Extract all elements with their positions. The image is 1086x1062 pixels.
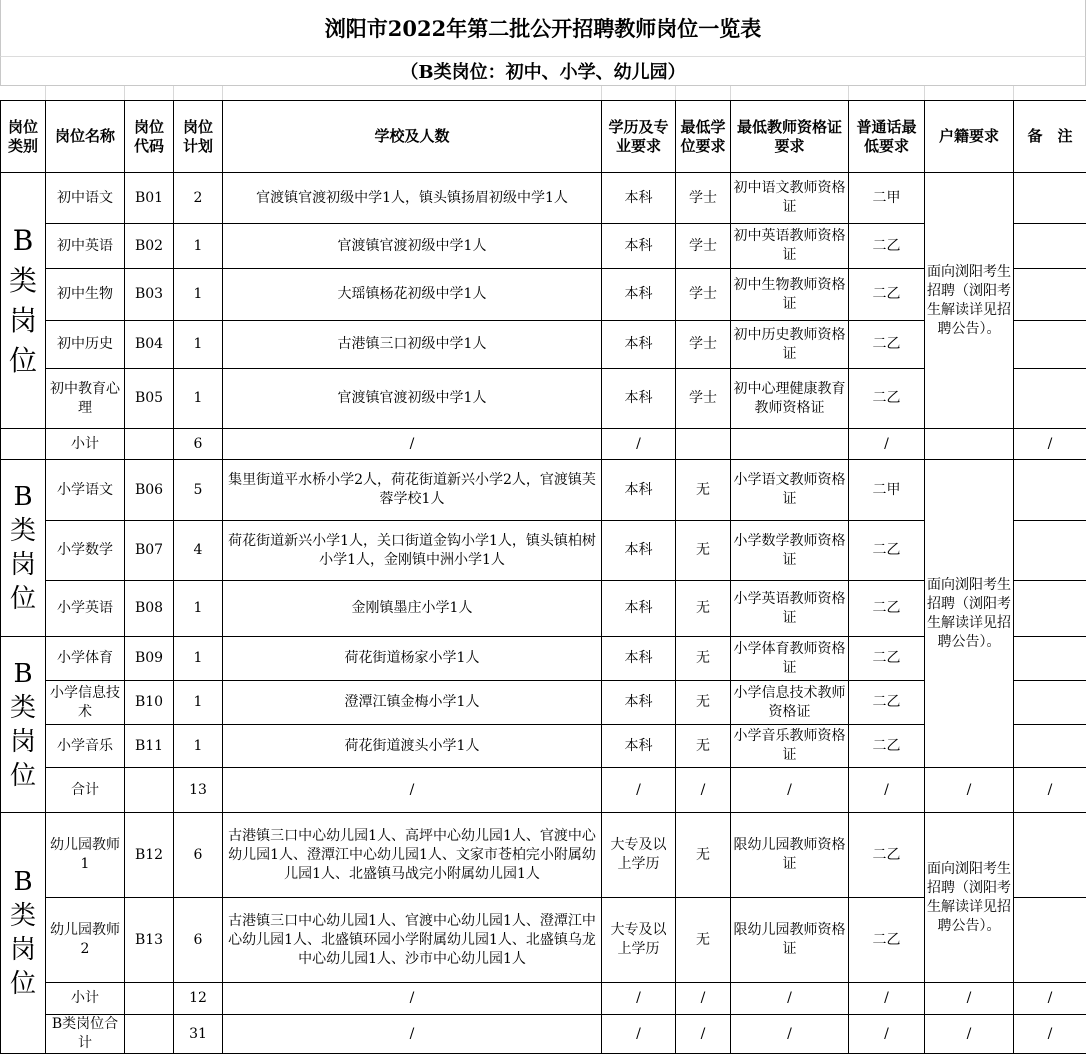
remark-cell xyxy=(1014,581,1086,637)
position-education: 大专及以上学历 xyxy=(602,813,676,898)
position-mandarin: 二乙 xyxy=(849,725,925,768)
position-name: 小学音乐 xyxy=(46,725,125,768)
slash-cell: / xyxy=(602,768,676,813)
header-degree: 最低学位要求 xyxy=(676,101,731,173)
position-certificate: 初中生物教师资格证 xyxy=(731,269,849,321)
subtotal-row xyxy=(1,983,1086,1015)
remark-cell xyxy=(1014,173,1086,224)
household-cell-middle: 面向浏阳考生招聘（浏阳考生解读详见招聘公告）。 xyxy=(925,173,1014,429)
position-code: B02 xyxy=(125,224,174,269)
total-row xyxy=(1,768,1086,813)
position-education: 本科 xyxy=(602,681,676,725)
table-row xyxy=(1,321,1086,369)
table-row xyxy=(1,521,1086,581)
position-name: 小学信息技术 xyxy=(46,681,125,725)
position-code: B01 xyxy=(125,173,174,224)
empty-cell xyxy=(676,429,731,460)
position-certificate: 小学体育教师资格证 xyxy=(731,637,849,681)
position-name: 小学体育 xyxy=(46,637,125,681)
remark-cell xyxy=(1014,898,1086,983)
position-education: 本科 xyxy=(602,637,676,681)
table-row xyxy=(1,224,1086,269)
position-degree: 无 xyxy=(676,898,731,983)
position-education: 本科 xyxy=(602,269,676,321)
position-certificate: 小学语文教师资格证 xyxy=(731,460,849,521)
remark-cell xyxy=(1014,460,1086,521)
position-schools: 古港镇三口中心幼儿园1人、高坪中心幼儿园1人、官渡中心幼儿园1人、澄潭江中心幼儿园1人、文家市苍柏完小附属幼儿园1人、北盛镇马战完小附属幼儿园1人 xyxy=(223,813,602,898)
position-mandarin: 二乙 xyxy=(849,521,925,581)
table-row xyxy=(1,681,1086,725)
position-degree: 无 xyxy=(676,725,731,768)
position-schools: 古港镇三口中心幼儿园1人、官渡中心幼儿园1人、澄潭江中心幼儿园1人、北盛镇环园小学附属幼儿园1人、北盛镇乌龙中心幼儿园1人、沙市中心幼儿园1人 xyxy=(223,898,602,983)
position-mandarin: 二乙 xyxy=(849,321,925,369)
position-education: 本科 xyxy=(602,321,676,369)
position-code: B13 xyxy=(125,898,174,983)
category-cell-primary-a: B类岗位 xyxy=(1,460,46,637)
position-plan: 1 xyxy=(174,269,223,321)
position-plan: 1 xyxy=(174,637,223,681)
position-schools: 官渡镇官渡初级中学1人 xyxy=(223,224,602,269)
slash-cell: / xyxy=(1014,983,1086,1015)
position-name: 小学英语 xyxy=(46,581,125,637)
position-plan: 1 xyxy=(174,581,223,637)
household-cell-kindergarten: 面向浏阳考生招聘（浏阳考生解读详见招聘公告）。 xyxy=(925,813,1014,983)
position-name: 初中生物 xyxy=(46,269,125,321)
position-certificate: 初中心理健康教育教师资格证 xyxy=(731,369,849,429)
slash-cell: / xyxy=(676,768,731,813)
subtotal-plan: 12 xyxy=(174,983,223,1015)
header-code: 岗位代码 xyxy=(125,101,174,173)
position-name: 幼儿园教师1 xyxy=(46,813,125,898)
total-label: 合计 xyxy=(46,768,125,813)
slash-cell: / xyxy=(223,1015,602,1054)
position-name: 初中语文 xyxy=(46,173,125,224)
slash-cell: / xyxy=(731,983,849,1015)
position-name: 初中历史 xyxy=(46,321,125,369)
grand-total-label: B类岗位合计 xyxy=(46,1015,125,1054)
position-degree: 无 xyxy=(676,681,731,725)
position-degree: 无 xyxy=(676,460,731,521)
category-cell-kindergarten: B类岗位 xyxy=(1,813,46,1054)
position-education: 大专及以上学历 xyxy=(602,898,676,983)
position-education: 本科 xyxy=(602,581,676,637)
position-schools: 荷花街道杨家小学1人 xyxy=(223,637,602,681)
slash-cell: / xyxy=(602,1015,676,1054)
table-row xyxy=(1,725,1086,768)
position-certificate: 小学英语教师资格证 xyxy=(731,581,849,637)
positions-table xyxy=(0,100,1086,1054)
header-certificate: 最低教师资格证要求 xyxy=(731,101,849,173)
position-mandarin: 二乙 xyxy=(849,637,925,681)
header-name: 岗位名称 xyxy=(46,101,125,173)
table-row xyxy=(1,637,1086,681)
slash-cell: / xyxy=(602,983,676,1015)
position-degree: 无 xyxy=(676,521,731,581)
position-education: 本科 xyxy=(602,460,676,521)
position-code: B03 xyxy=(125,269,174,321)
position-education: 本科 xyxy=(602,521,676,581)
position-schools: 荷花街道渡头小学1人 xyxy=(223,725,602,768)
position-plan: 1 xyxy=(174,321,223,369)
slash-cell: / xyxy=(731,768,849,813)
page-subtitle: （B类岗位：初中、小学、幼儿园） xyxy=(0,56,1086,86)
remark-cell xyxy=(1014,369,1086,429)
position-certificate: 初中英语教师资格证 xyxy=(731,224,849,269)
gridline-strip xyxy=(0,86,1086,100)
header-household: 户籍要求 xyxy=(925,101,1014,173)
position-plan: 2 xyxy=(174,173,223,224)
remark-cell xyxy=(1014,224,1086,269)
position-plan: 1 xyxy=(174,224,223,269)
slash-cell: / xyxy=(1014,1015,1086,1054)
position-name: 小学语文 xyxy=(46,460,125,521)
slash-cell: / xyxy=(731,1015,849,1054)
position-name: 幼儿园教师2 xyxy=(46,898,125,983)
table-row xyxy=(1,813,1086,898)
header-category: 岗位类别 xyxy=(1,101,46,173)
subtotal-row xyxy=(1,429,1086,460)
remark-cell xyxy=(1014,681,1086,725)
position-plan: 6 xyxy=(174,813,223,898)
position-mandarin: 二乙 xyxy=(849,269,925,321)
position-degree: 学士 xyxy=(676,321,731,369)
remark-cell xyxy=(1014,321,1086,369)
position-schools: 澄潭江镇金梅小学1人 xyxy=(223,681,602,725)
position-certificate: 限幼儿园教师资格证 xyxy=(731,813,849,898)
position-degree: 学士 xyxy=(676,173,731,224)
slash-cell: / xyxy=(1014,429,1086,460)
table-row xyxy=(1,581,1086,637)
position-mandarin: 二乙 xyxy=(849,369,925,429)
position-education: 本科 xyxy=(602,369,676,429)
position-certificate: 小学音乐教师资格证 xyxy=(731,725,849,768)
position-education: 本科 xyxy=(602,173,676,224)
table-row xyxy=(1,269,1086,321)
position-mandarin: 二乙 xyxy=(849,224,925,269)
position-code: B05 xyxy=(125,369,174,429)
position-plan: 4 xyxy=(174,521,223,581)
total-plan: 13 xyxy=(174,768,223,813)
table-row xyxy=(1,369,1086,429)
position-plan: 1 xyxy=(174,369,223,429)
position-schools: 官渡镇官渡初级中学1人，镇头镇扬眉初级中学1人 xyxy=(223,173,602,224)
position-name: 初中英语 xyxy=(46,224,125,269)
position-certificate: 限幼儿园教师资格证 xyxy=(731,898,849,983)
table-row xyxy=(1,173,1086,224)
slash-cell: / xyxy=(849,768,925,813)
slash-cell: / xyxy=(1014,768,1086,813)
position-mandarin: 二乙 xyxy=(849,681,925,725)
remark-cell xyxy=(1014,637,1086,681)
empty-cell xyxy=(125,768,174,813)
position-schools: 集里街道平水桥小学2人，荷花街道新兴小学2人，官渡镇芙蓉学校1人 xyxy=(223,460,602,521)
position-certificate: 初中语文教师资格证 xyxy=(731,173,849,224)
category-cell-primary-b: B类岗位 xyxy=(1,637,46,813)
position-mandarin: 二乙 xyxy=(849,813,925,898)
header-plan: 岗位计划 xyxy=(174,101,223,173)
position-code: B04 xyxy=(125,321,174,369)
slash-cell: / xyxy=(223,983,602,1015)
position-name: 小学数学 xyxy=(46,521,125,581)
empty-cell xyxy=(925,429,1014,460)
subtotal-label: 小计 xyxy=(46,983,125,1015)
position-code: B06 xyxy=(125,460,174,521)
position-schools: 金刚镇墨庄小学1人 xyxy=(223,581,602,637)
empty-cell xyxy=(125,429,174,460)
empty-cell xyxy=(1,429,46,460)
position-code: B07 xyxy=(125,521,174,581)
slash-cell: / xyxy=(925,983,1014,1015)
position-code: B08 xyxy=(125,581,174,637)
position-plan: 6 xyxy=(174,898,223,983)
position-code: B09 xyxy=(125,637,174,681)
page-title: 浏阳市2022年第二批公开招聘教师岗位一览表 xyxy=(0,0,1086,56)
position-degree: 学士 xyxy=(676,369,731,429)
slash-cell: / xyxy=(925,1015,1014,1054)
grand-total-row xyxy=(1,1015,1086,1054)
empty-cell xyxy=(731,429,849,460)
empty-cell xyxy=(125,1015,174,1054)
position-mandarin: 二乙 xyxy=(849,581,925,637)
position-schools: 荷花街道新兴小学1人，关口街道金钩小学1人，镇头镇柏树小学1人，金刚镇中洲小学1人 xyxy=(223,521,602,581)
header-row xyxy=(1,101,1086,173)
slash-cell: / xyxy=(676,983,731,1015)
position-plan: 1 xyxy=(174,681,223,725)
subtotal-plan: 6 xyxy=(174,429,223,460)
position-certificate: 初中历史教师资格证 xyxy=(731,321,849,369)
header-education: 学历及专业要求 xyxy=(602,101,676,173)
position-degree: 无 xyxy=(676,637,731,681)
position-degree: 无 xyxy=(676,581,731,637)
position-mandarin: 二甲 xyxy=(849,460,925,521)
position-degree: 学士 xyxy=(676,224,731,269)
position-code: B10 xyxy=(125,681,174,725)
position-code: B12 xyxy=(125,813,174,898)
slash-cell: / xyxy=(925,768,1014,813)
position-code: B11 xyxy=(125,725,174,768)
position-mandarin: 二乙 xyxy=(849,898,925,983)
slash-cell: / xyxy=(849,1015,925,1054)
position-degree: 学士 xyxy=(676,269,731,321)
position-mandarin: 二甲 xyxy=(849,173,925,224)
table-row xyxy=(1,898,1086,983)
header-mandarin: 普通话最低要求 xyxy=(849,101,925,173)
slash-cell: / xyxy=(602,429,676,460)
slash-cell: / xyxy=(676,1015,731,1054)
slash-cell: / xyxy=(223,429,602,460)
remark-cell xyxy=(1014,269,1086,321)
position-plan: 5 xyxy=(174,460,223,521)
remark-cell xyxy=(1014,813,1086,898)
header-schools: 学校及人数 xyxy=(223,101,602,173)
slash-cell: / xyxy=(849,983,925,1015)
position-schools: 官渡镇官渡初级中学1人 xyxy=(223,369,602,429)
remark-cell xyxy=(1014,725,1086,768)
position-education: 本科 xyxy=(602,224,676,269)
position-plan: 1 xyxy=(174,725,223,768)
grand-total-plan: 31 xyxy=(174,1015,223,1054)
slash-cell: / xyxy=(223,768,602,813)
remark-cell xyxy=(1014,521,1086,581)
position-schools: 古港镇三口初级中学1人 xyxy=(223,321,602,369)
category-cell-middle: B类岗位 xyxy=(1,173,46,429)
position-schools: 大瑶镇杨花初级中学1人 xyxy=(223,269,602,321)
header-remark: 备 注 xyxy=(1014,101,1086,173)
table-row xyxy=(1,460,1086,521)
position-certificate: 小学数学教师资格证 xyxy=(731,521,849,581)
subtotal-label: 小计 xyxy=(46,429,125,460)
position-degree: 无 xyxy=(676,813,731,898)
position-education: 本科 xyxy=(602,725,676,768)
slash-cell: / xyxy=(849,429,925,460)
empty-cell xyxy=(125,983,174,1015)
position-certificate: 小学信息技术教师资格证 xyxy=(731,681,849,725)
household-cell-primary: 面向浏阳考生招聘（浏阳考生解读详见招聘公告）。 xyxy=(925,460,1014,768)
position-name: 初中教育心理 xyxy=(46,369,125,429)
